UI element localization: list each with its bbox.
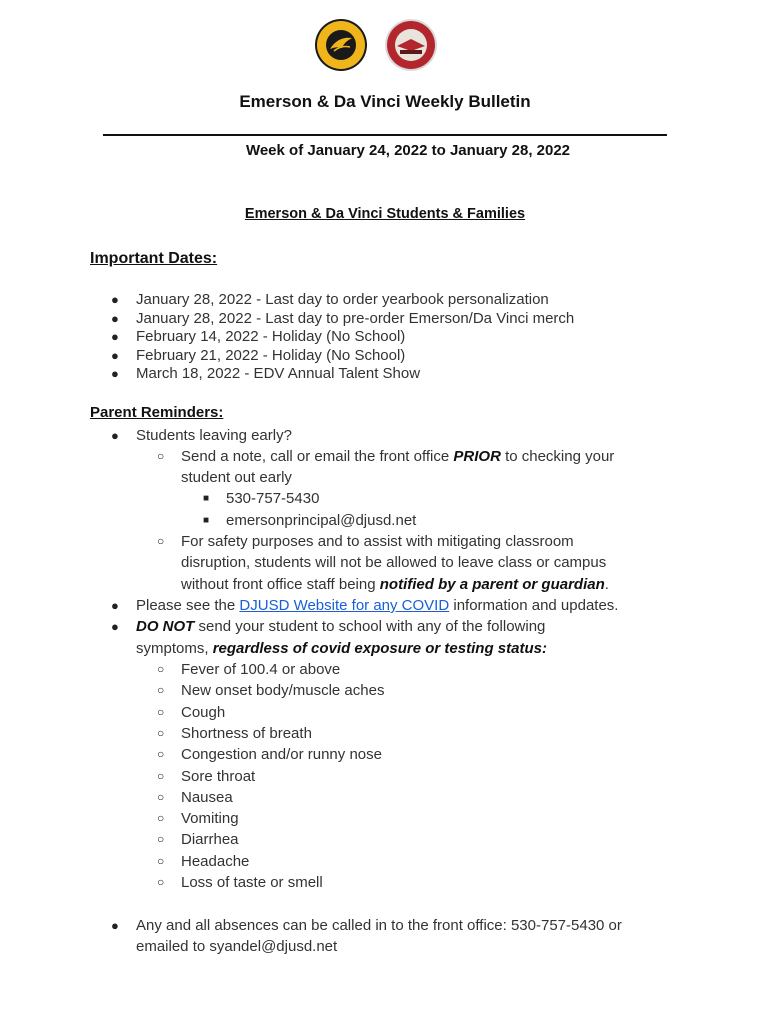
symptoms-text: symptoms, xyxy=(136,640,213,657)
symptom-item: Vomiting xyxy=(181,810,239,828)
symptom-item: New onset body/muscle aches xyxy=(181,682,385,700)
bullet-marker: ● xyxy=(111,310,119,326)
title-divider xyxy=(103,134,667,136)
important-date-item: January 28, 2022 - Last day to pre-order Emerson/Da Vinci merch xyxy=(136,309,575,327)
symptom-item: Loss of taste or smell xyxy=(181,874,323,891)
important-dates-title: Important Dates: xyxy=(90,250,218,267)
sub-bullet-marker: ○ xyxy=(157,534,165,548)
bulletin-title: Emerson & Da Vinci Weekly Bulletin xyxy=(239,92,531,111)
audience-subheading: Emerson & Da Vinci Students & Families xyxy=(244,206,526,222)
symptom-item: Diarrhea xyxy=(181,831,239,849)
office-phone: 530-757-5430 xyxy=(226,490,320,507)
sub-bullet-marker: ○ xyxy=(157,789,165,804)
bullet-marker: ● xyxy=(111,329,119,344)
principal-email: emersonprincipal@djusd.net xyxy=(226,512,417,529)
symptom-item: Sore throat xyxy=(181,767,256,785)
safety-text: without front office staff being xyxy=(181,576,380,593)
symptom-item: Headache xyxy=(181,852,250,870)
do-not-send-line-2 xyxy=(136,638,547,659)
bullet-marker: ● xyxy=(111,918,119,933)
absences-line-1: Any and all absences can be called in to the front office: 530-757-5430 or xyxy=(136,917,622,934)
logo-row xyxy=(0,18,770,80)
square-bullet-marker: ■ xyxy=(203,493,210,504)
safety-line-3 xyxy=(181,574,609,595)
do-not-text: send your student to school with any of the following xyxy=(194,618,546,635)
prior-emphasis: PRIOR xyxy=(453,448,501,465)
symptom-item: Fever of 100.4 or above xyxy=(181,661,341,678)
safety-period: . xyxy=(604,576,609,593)
bullet-marker: ● xyxy=(111,619,119,634)
sub-bullet-marker: ○ xyxy=(157,853,165,868)
bullet-marker: ● xyxy=(111,598,119,613)
website-text-end: information and updates. xyxy=(449,597,619,614)
symptom-item: Cough xyxy=(181,703,226,721)
leaving-early-item: Students leaving early? xyxy=(136,427,292,444)
sub-bullet-marker: ○ xyxy=(157,449,165,463)
send-note-line xyxy=(181,446,614,467)
absences-line-2: emailed to syandel@djusd.net xyxy=(136,938,338,955)
week-range: Week of January 24, 2022 to January 28, 2022 xyxy=(245,142,571,159)
sub-bullet-marker: ○ xyxy=(157,662,165,676)
send-note-text-end: to checking your xyxy=(500,448,615,465)
important-date-item: February 14, 2022 - Holiday (No School) xyxy=(136,328,406,345)
sub-bullet-marker: ○ xyxy=(157,875,165,889)
symptom-item: Congestion and/or runny nose xyxy=(181,746,382,764)
davinci-logo xyxy=(384,18,438,72)
important-date-item: January 28, 2022 - Last day to order yearbook personalization xyxy=(136,291,549,308)
sub-bullet-marker: ○ xyxy=(157,747,165,762)
sub-bullet-marker: ○ xyxy=(157,704,165,719)
parent-reminders-title: Parent Reminders: xyxy=(90,404,224,421)
do-not-emphasis: DO NOT xyxy=(136,618,195,635)
do-not-send-line-1 xyxy=(136,616,545,637)
symptom-item: Shortness of breath xyxy=(181,724,312,742)
sub-bullet-marker: ○ xyxy=(157,683,165,698)
djusd-website-link[interactable]: DJUSD Website for any COVID xyxy=(239,597,450,614)
sub-bullet-marker: ○ xyxy=(157,768,165,783)
safety-line-1: For safety purposes and to assist with mitigating classroom xyxy=(181,533,574,550)
sub-bullet-marker: ○ xyxy=(157,725,165,740)
bullet-marker: ● xyxy=(111,428,119,443)
square-bullet-marker: ■ xyxy=(203,515,210,526)
website-text: Please see the xyxy=(136,597,240,614)
website-item xyxy=(136,595,618,616)
send-note-text: Send a note, call or email the front office xyxy=(181,448,454,465)
sub-bullet-marker: ○ xyxy=(157,832,165,847)
safety-line-2: disruption, students will not be allowed to leave class or campus xyxy=(181,554,607,571)
sub-bullet-marker: ○ xyxy=(157,811,165,826)
bullet-marker: ● xyxy=(111,366,119,381)
bullet-marker: ● xyxy=(111,292,119,307)
symptom-item: Nausea xyxy=(181,788,233,806)
important-date-item: March 18, 2022 - EDV Annual Talent Show xyxy=(136,365,421,382)
send-note-line-2: student out early xyxy=(181,469,292,486)
emerson-logo xyxy=(314,18,368,72)
regardless-emphasis: regardless of covid exposure or testing status: xyxy=(212,640,547,657)
notified-emphasis: notified by a parent or guardian xyxy=(379,576,605,593)
bullet-marker: ● xyxy=(111,347,119,363)
important-date-item: February 21, 2022 - Holiday (No School) xyxy=(136,346,406,364)
